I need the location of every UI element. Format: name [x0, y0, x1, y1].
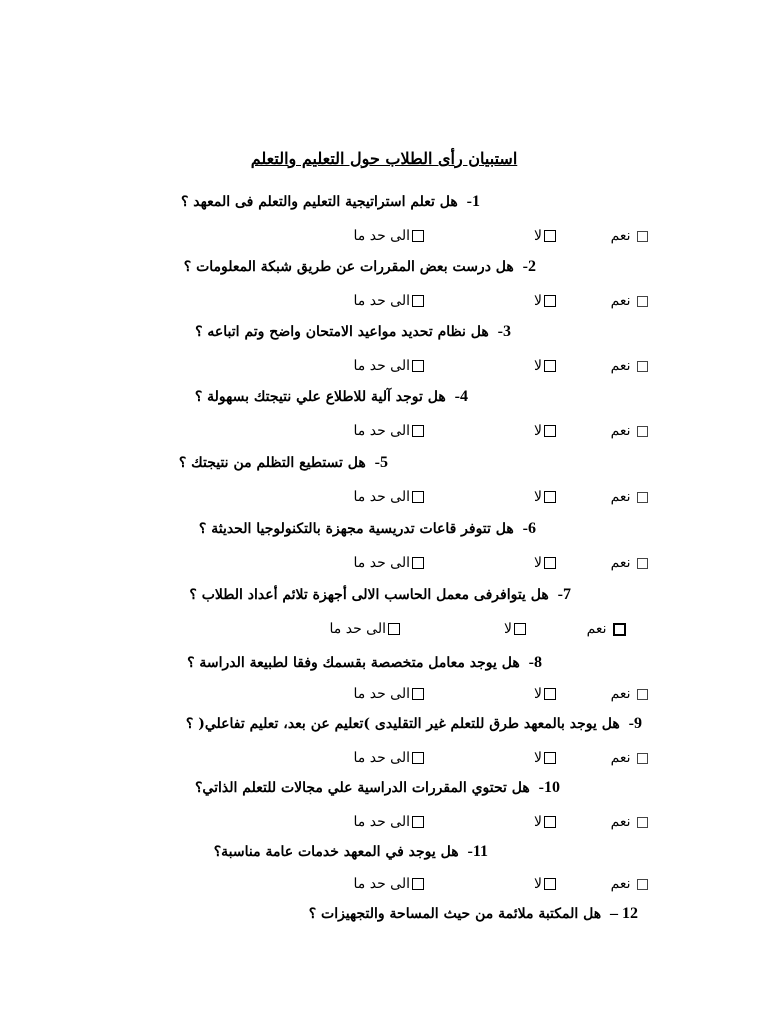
question-text: هل يتوافرفى معمل الحاسب الالى أجهزة تلائم أعداد الطلاب ؟ — [189, 587, 549, 603]
yes-label: نعم — [610, 489, 631, 505]
question-number: 12 – — [610, 905, 638, 922]
yes-checkbox[interactable] — [637, 558, 648, 569]
question-7 — [189, 586, 571, 604]
question-11 — [214, 843, 488, 861]
somewhat-checkbox[interactable] — [412, 557, 424, 569]
yes-checkbox[interactable] — [637, 231, 648, 242]
question-text: هل تتوفر قاعات تدريسية مجهزة بالتكنولوجيا الحديثة ؟ — [198, 521, 514, 537]
no-label: لا — [504, 621, 512, 637]
yes-label: نعم — [610, 228, 631, 244]
somewhat-label: الى حد ما — [353, 686, 410, 702]
somewhat-checkbox[interactable] — [412, 816, 424, 828]
yes-label: نعم — [610, 876, 631, 892]
answer-options-6 — [0, 555, 768, 577]
question-number: 1- — [466, 193, 480, 210]
somewhat-label: الى حد ما — [353, 489, 410, 505]
somewhat-label: الى حد ما — [353, 814, 410, 830]
no-checkbox[interactable] — [544, 360, 556, 372]
question-1 — [181, 193, 480, 211]
question-number: 5- — [374, 454, 388, 471]
yes-label: نعم — [610, 750, 631, 766]
somewhat-label: الى حد ما — [353, 876, 410, 892]
question-text: هل يوجد معامل متخصصة بقسمك وفقا لطبيعة الدراسة ؟ — [187, 655, 520, 671]
somewhat-checkbox[interactable] — [412, 295, 424, 307]
somewhat-checkbox[interactable] — [412, 688, 424, 700]
no-label: لا — [534, 750, 542, 766]
yes-checkbox[interactable] — [613, 623, 626, 636]
no-label: لا — [534, 686, 542, 702]
no-checkbox[interactable] — [544, 425, 556, 437]
yes-label: نعم — [610, 358, 631, 374]
yes-label: نعم — [610, 814, 631, 830]
no-label: لا — [534, 489, 542, 505]
yes-label: نعم — [610, 555, 631, 571]
somewhat-checkbox[interactable] — [412, 878, 424, 890]
question-text: هل تستطيع التظلم من نتيجتك ؟ — [178, 455, 366, 471]
somewhat-checkbox[interactable] — [412, 230, 424, 242]
answer-options-4 — [0, 423, 768, 445]
answer-options-10 — [0, 814, 768, 836]
somewhat-checkbox[interactable] — [412, 360, 424, 372]
yes-label: نعم — [610, 686, 631, 702]
no-label: لا — [534, 423, 542, 439]
question-number: 6- — [522, 520, 536, 537]
answer-options-3 — [0, 358, 768, 380]
somewhat-checkbox[interactable] — [412, 425, 424, 437]
no-label: لا — [534, 358, 542, 374]
yes-label: نعم — [610, 423, 631, 439]
question-text: هل تعلم استراتيجية التعليم والتعلم فى المعهد ؟ — [180, 194, 458, 210]
question-text: هل توجد آلية للاطلاع علي نتيجتك بسهولة ؟ — [194, 389, 446, 405]
answer-options-2 — [0, 293, 768, 315]
yes-checkbox[interactable] — [637, 426, 648, 437]
somewhat-checkbox[interactable] — [388, 623, 400, 635]
yes-checkbox[interactable] — [637, 879, 648, 890]
yes-checkbox[interactable] — [637, 753, 648, 764]
question-number: 8- — [528, 654, 542, 671]
no-checkbox[interactable] — [544, 688, 556, 700]
question-3 — [195, 323, 511, 341]
question-8 — [187, 654, 542, 672]
question-number: 2- — [522, 258, 536, 275]
no-label: لا — [534, 814, 542, 830]
somewhat-label: الى حد ما — [353, 750, 410, 766]
no-label: لا — [534, 228, 542, 244]
question-text: هل المكتبة ملائمة من حيث المساحة والتجهيزات ؟ — [308, 906, 602, 922]
question-text: هل نظام تحديد مواعيد الامتحان واضح وتم اتباعه ؟ — [195, 324, 489, 340]
page-title: استبيان رأى الطلاب حول التعليم والتعلم — [250, 149, 518, 168]
no-label: لا — [534, 555, 542, 571]
answer-options-11 — [0, 876, 768, 898]
question-4 — [195, 388, 468, 406]
no-checkbox[interactable] — [544, 557, 556, 569]
yes-checkbox[interactable] — [637, 817, 648, 828]
somewhat-label: الى حد ما — [329, 621, 386, 637]
answer-options-8 — [0, 686, 768, 708]
question-5 — [179, 454, 388, 472]
yes-checkbox[interactable] — [637, 296, 648, 307]
somewhat-label: الى حد ما — [353, 358, 410, 374]
somewhat-label: الى حد ما — [353, 555, 410, 571]
question-text: هل درست بعض المقررات عن طريق شبكة المعلومات ؟ — [183, 259, 514, 275]
no-checkbox[interactable] — [544, 752, 556, 764]
question-number: 3- — [497, 323, 511, 340]
somewhat-label: الى حد ما — [353, 293, 410, 309]
no-checkbox[interactable] — [544, 878, 556, 890]
no-checkbox[interactable] — [544, 230, 556, 242]
question-10 — [195, 779, 560, 797]
answer-options-7 — [0, 621, 768, 643]
yes-checkbox[interactable] — [637, 492, 648, 503]
question-number: 9- — [628, 715, 642, 732]
yes-label: نعم — [610, 293, 631, 309]
no-checkbox[interactable] — [544, 491, 556, 503]
no-label: لا — [534, 876, 542, 892]
no-label: لا — [534, 293, 542, 309]
question-number: 7- — [557, 586, 571, 603]
question-number: 10- — [538, 779, 560, 796]
question-2 — [184, 258, 536, 276]
yes-checkbox[interactable] — [637, 361, 648, 372]
question-9 — [186, 715, 642, 733]
question-6 — [199, 520, 536, 538]
somewhat-checkbox[interactable] — [412, 752, 424, 764]
answer-options-9 — [0, 750, 768, 772]
somewhat-label: الى حد ما — [353, 423, 410, 439]
question-number: 4- — [454, 388, 468, 405]
somewhat-checkbox[interactable] — [412, 491, 424, 503]
question-text: هل يوجد في المعهد خدمات عامة مناسبة؟ — [213, 844, 459, 860]
somewhat-label: الى حد ما — [353, 228, 410, 244]
answer-options-5 — [0, 489, 768, 511]
yes-checkbox[interactable] — [637, 689, 648, 700]
question-number: 11- — [467, 843, 488, 860]
no-checkbox[interactable] — [544, 295, 556, 307]
answer-options-1 — [0, 228, 768, 250]
yes-label: نعم — [586, 621, 607, 637]
question-12 — [309, 905, 638, 923]
question-text: هل يوجد بالمعهد طرق للتعلم غير التقليدى )تعليم عن بعد، تعليم تفاعلي( ؟ — [185, 716, 620, 732]
no-checkbox[interactable] — [514, 623, 526, 635]
question-text: هل تحتوي المقررات الدراسية علي مجالات للتعلم الذاتي؟ — [195, 780, 530, 796]
no-checkbox[interactable] — [544, 816, 556, 828]
